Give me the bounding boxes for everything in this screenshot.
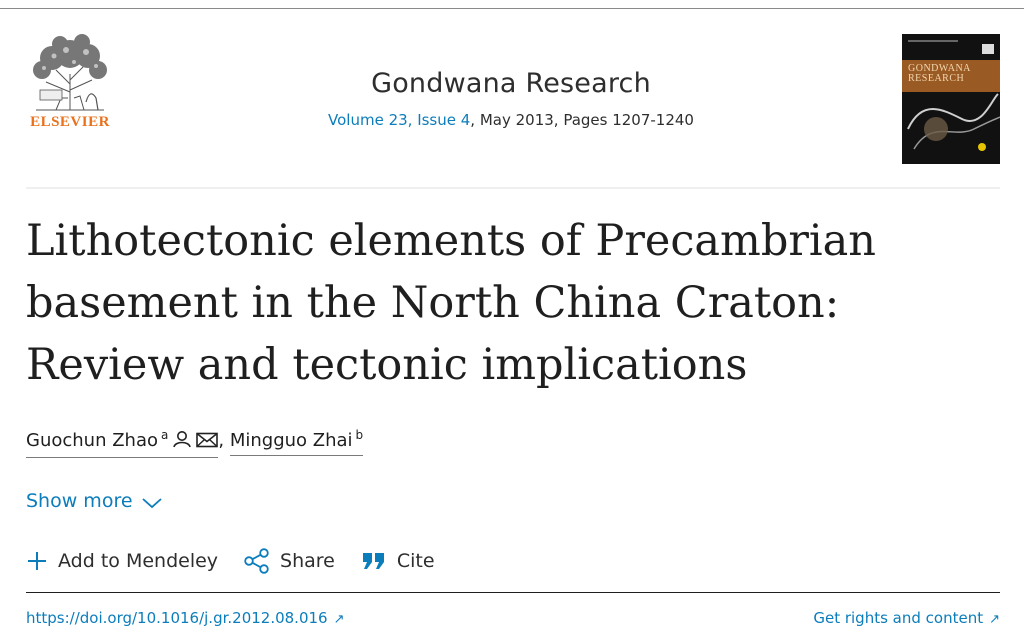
author-name: Guochun Zhao bbox=[26, 430, 158, 451]
actions-divider bbox=[26, 592, 1000, 593]
journal-cover[interactable] bbox=[902, 34, 1000, 164]
author-name: Mingguo Zhai bbox=[229, 430, 353, 451]
doi-text: https://doi.org/10.1016/j.gr.2012.08.016 bbox=[26, 609, 328, 627]
quote-icon bbox=[361, 551, 387, 571]
journal-meta bbox=[206, 111, 816, 129]
external-link-icon: ↗ bbox=[989, 612, 1000, 627]
volume-issue-link[interactable]: Volume 23, Issue 4 bbox=[328, 111, 471, 129]
rights-text: Get rights and content bbox=[813, 609, 984, 627]
add-to-mendeley-button[interactable] bbox=[26, 550, 218, 572]
cover-mark bbox=[982, 44, 994, 54]
author-separator: , bbox=[218, 430, 225, 451]
date-pages: , May 2013, Pages 1207-1240 bbox=[470, 111, 694, 129]
envelope-icon bbox=[196, 432, 218, 453]
rights-link[interactable] bbox=[813, 609, 1000, 627]
share-button[interactable] bbox=[244, 548, 335, 574]
author-link[interactable] bbox=[230, 428, 363, 456]
author-link[interactable] bbox=[26, 428, 218, 458]
cover-title: GONDWANA RESEARCH bbox=[908, 63, 971, 84]
article-actions bbox=[26, 548, 461, 574]
author-list bbox=[26, 428, 363, 458]
cover-rule bbox=[908, 40, 958, 42]
add-to-mendeley-label: Add to Mendeley bbox=[58, 550, 219, 572]
publisher-name: ELSEVIER bbox=[30, 114, 110, 130]
person-icon bbox=[172, 430, 192, 453]
article-title: Lithotectonic elements of Precambrian basement in the North China Craton: Review and tectonic implications bbox=[26, 216, 876, 390]
show-more-button[interactable] bbox=[26, 490, 163, 512]
author-affiliation: a bbox=[161, 428, 169, 442]
tree-logo-icon bbox=[26, 32, 114, 112]
journal-header bbox=[26, 32, 1000, 164]
author-affiliation: b bbox=[355, 428, 364, 442]
show-more-label: Show more bbox=[26, 490, 133, 512]
share-label: Share bbox=[280, 550, 335, 572]
cite-button[interactable] bbox=[361, 550, 435, 572]
share-icon bbox=[244, 548, 270, 574]
doi-link[interactable] bbox=[26, 609, 345, 627]
external-link-icon: ↗ bbox=[333, 612, 345, 627]
chevron-down-icon bbox=[141, 496, 163, 510]
top-rule bbox=[0, 8, 1024, 9]
cite-label: Cite bbox=[396, 550, 435, 572]
journal-title[interactable]: Gondwana Research bbox=[371, 68, 651, 99]
elsevier-logo[interactable] bbox=[26, 32, 114, 132]
plus-icon bbox=[26, 550, 48, 572]
journal-info bbox=[206, 68, 816, 129]
header-divider bbox=[26, 187, 1000, 189]
cover-art bbox=[902, 89, 1000, 164]
